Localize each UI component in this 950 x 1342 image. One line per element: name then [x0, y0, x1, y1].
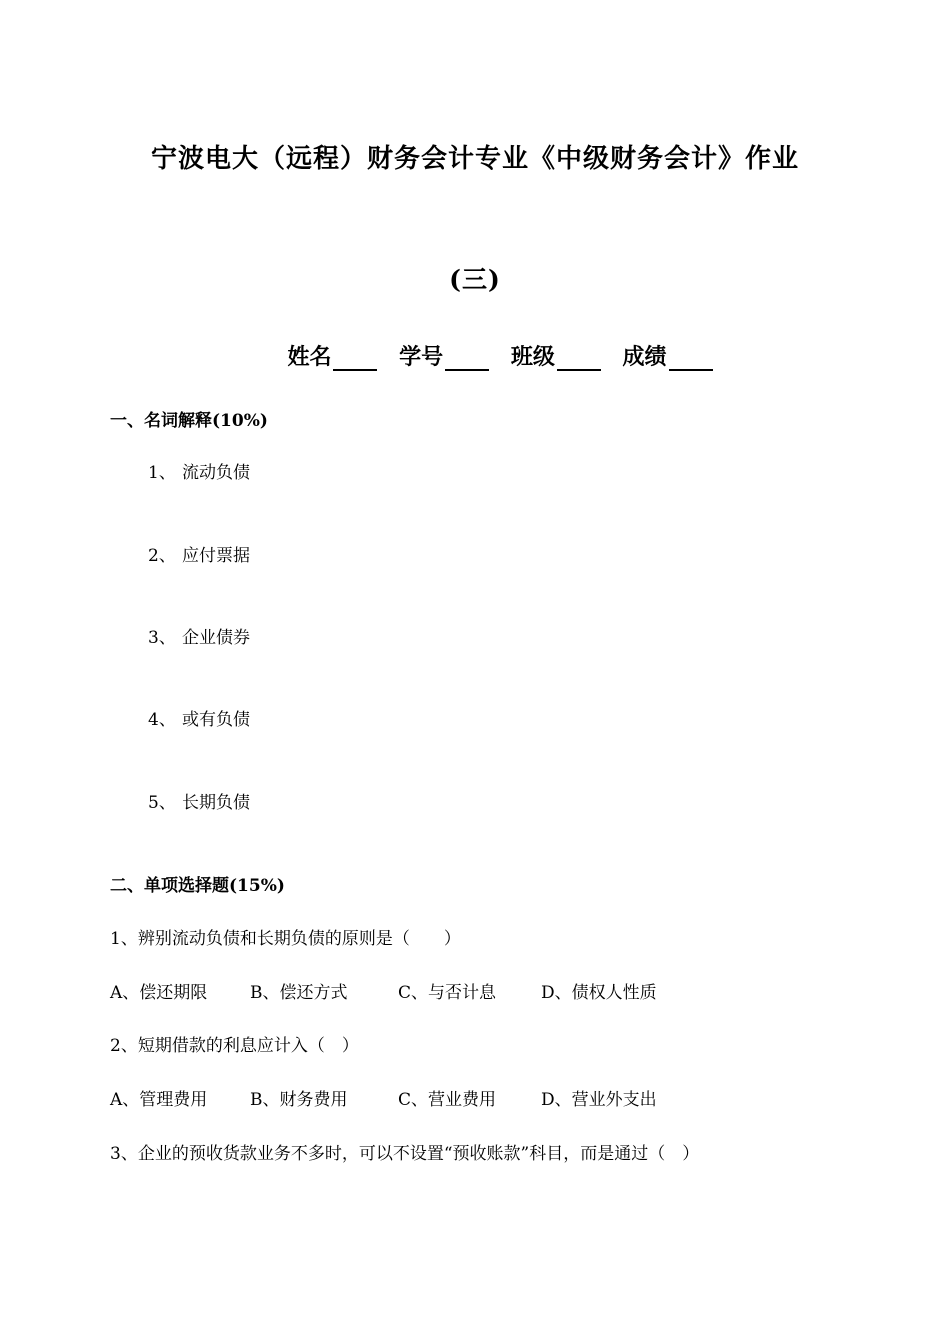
- question-text: 1、辨别流动负债和长期负债的原则是（ ）: [110, 929, 461, 949]
- term-item: [148, 705, 250, 730]
- document-subtitle: (三): [449, 265, 501, 294]
- term-number: 3、: [148, 628, 176, 648]
- question-text: 2、短期借款的利息应计入（ ）: [110, 1036, 359, 1056]
- question-text: 3、企业的预收货款业务不多时，可以不设置“预收账款”科目，而是通过（ ）: [110, 1144, 700, 1164]
- section-heading-choice: 二、单项选择题(15%): [110, 876, 285, 896]
- class-field: [511, 344, 601, 370]
- term-item: [148, 541, 250, 566]
- term-item: [148, 623, 250, 648]
- student-id-label: 学号: [399, 344, 444, 370]
- term-item: [148, 458, 250, 483]
- term-number: 2、: [148, 546, 176, 566]
- option-d: D、债权人性质: [541, 983, 657, 1003]
- class-label: 班级: [510, 344, 555, 370]
- option-c: C、营业费用: [398, 1090, 497, 1110]
- student-id-field: [399, 344, 489, 370]
- option-b: B、财务费用: [250, 1090, 348, 1110]
- name-blank: [333, 347, 377, 371]
- student-id-blank: [445, 347, 489, 371]
- term-text: 企业债券: [182, 628, 250, 648]
- term-text: 应付票据: [182, 546, 250, 566]
- option-a: A、偿还期限: [110, 983, 208, 1003]
- term-item: [148, 788, 250, 813]
- student-info-row: [0, 340, 950, 371]
- term-text: 流动负债: [182, 463, 250, 483]
- term-text: 或有负债: [182, 710, 250, 730]
- option-c: C、与否计息: [398, 983, 497, 1003]
- class-blank: [557, 347, 601, 371]
- term-number: 1、: [148, 463, 176, 483]
- name-field: [287, 344, 377, 370]
- name-label: 姓名: [287, 344, 332, 370]
- term-number: 5、: [148, 793, 176, 813]
- term-text: 长期负债: [182, 793, 250, 813]
- option-d: D、营业外支出: [541, 1090, 657, 1110]
- score-field: [623, 344, 713, 370]
- option-b: B、偿还方式: [250, 983, 348, 1003]
- document-title: 宁波电大（远程）财务会计专业《中级财务会计》作业: [150, 144, 799, 174]
- score-blank: [669, 347, 713, 371]
- section-heading-terms: 一、名词解释(10%): [110, 411, 268, 431]
- option-a: A、管理费用: [110, 1090, 208, 1110]
- score-label: 成绩: [622, 344, 667, 370]
- term-number: 4、: [148, 710, 176, 730]
